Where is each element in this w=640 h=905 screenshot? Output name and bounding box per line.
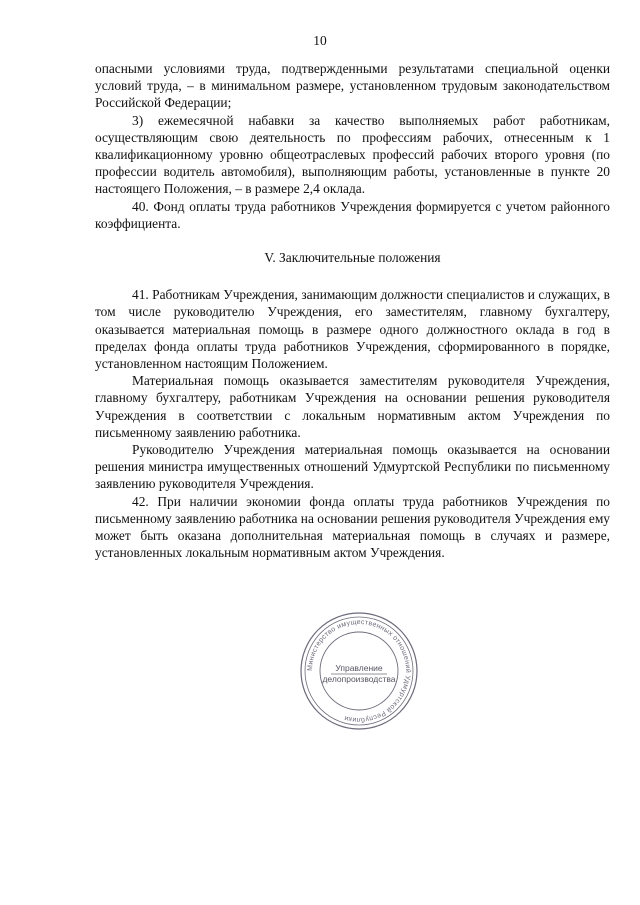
paragraph-continuation: опасными условиями труда, подтвержденными результатами специальной оценки условий труда, – в минимальном размере, установленном трудовым законодательством Российской Федерации; [95,61,610,111]
section-heading: V. Заключительные положения [264,250,441,266]
paragraph-clause-41: 41. Работникам Учреждения, занимающим должности специалистов и служащих, в том числе руководителю Учреждения, его заместителям, главному бухгалтеру, оказывается материальная помощь в размере одного должностного оклада в год в пределах фонда оплаты труда работников Учреждения, сформированного в порядке, установленном настоящим Положением. [95,287,610,372]
paragraph-item-3: 3) ежемесячной набавки за качество выполняемых работ работникам, осуществляющим свою деятельность по профессиям рабочих, отнесенным к 1 квалификационному уровню общеотраслевых профессий рабочих второго уровня (по профессии водитель автомобиля), выполняющим работы, установленные в пункте 20 настоящего Положения, – в размере 2,4 оклада. [95,112,610,197]
seal-label-line2: делопроизводства [322,674,396,684]
document-body [95,60,610,561]
page-number: 10 [313,33,327,48]
paragraph-clause-40: 40. Фонд оплаты труда работников Учреждения формируется с учетом районного коэффициента. [95,198,610,231]
seal-ring-text: Министерство имущественных отношений Удмуртской Республики [306,618,412,724]
seal-label-line1: Управление [335,663,383,673]
paragraph-assistance-director: Руководителю Учреждения материальная помощь оказывается на основании решения министра имущественных отношений Удмуртской Республики по письменному заявлению руководителя Учреждения. [95,442,610,492]
paragraph-assistance-deputies: Материальная помощь оказывается заместителям руководителя Учреждения, главному бухгалтеру, работникам Учреждения на основании решения руководителя Учреждения в соответствии с локальным нормативным актом Учреждения по письменному заявлению работника. [95,373,610,440]
official-seal-stamp [298,610,420,732]
paragraph-clause-42: 42. При наличии экономии фонда оплаты труда работников Учреждения по письменному заявлению работника на основании решения руководителя Учреждения ему может быть оказана дополнительная материальная помощь в случаях и размере, установленных локальным нормативным актом Учреждения. [95,493,610,561]
